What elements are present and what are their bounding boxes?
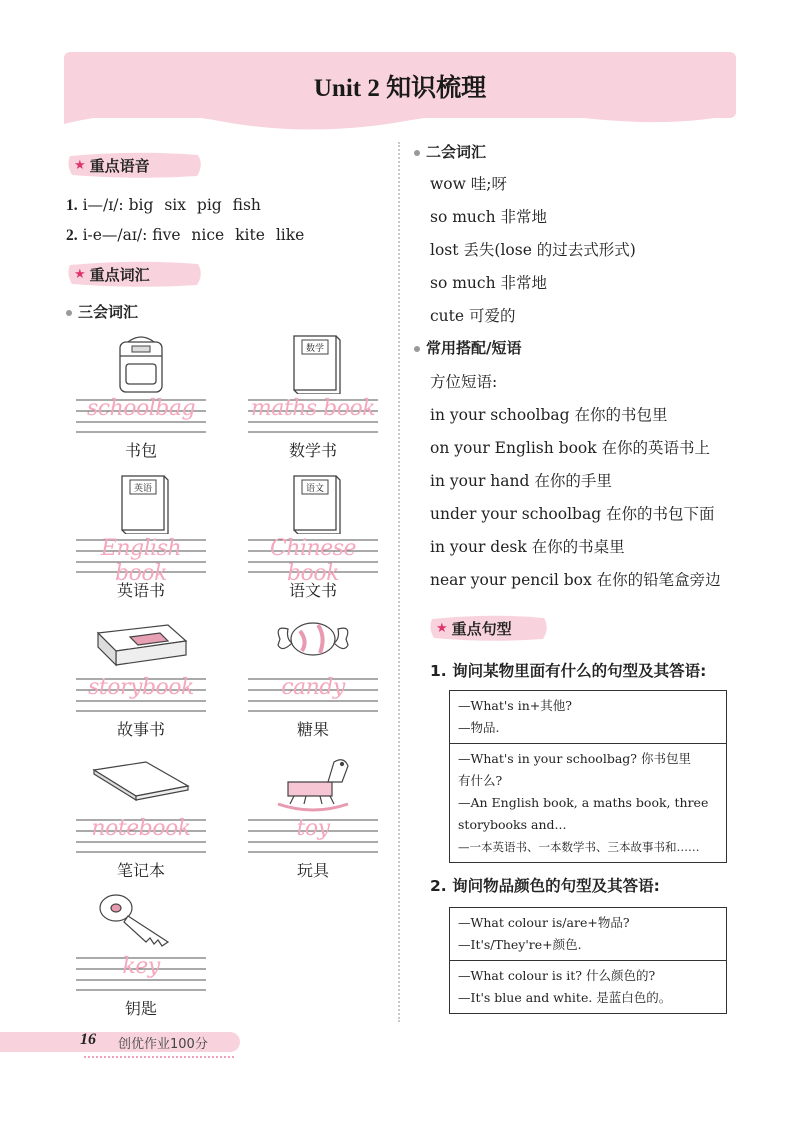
example-line: storybooks and... <box>458 817 567 832</box>
vocab-meaning: 数学书 <box>288 441 337 460</box>
bullet-icon <box>66 310 72 316</box>
phrase-item: near your pencil box 在你的铅笔盒旁边 <box>430 571 721 589</box>
pronunciation-rule-2: 2. i-e—/aɪ/: five nice kite like <box>66 226 305 244</box>
vocab-card-maths-book <box>248 332 378 462</box>
vocab-card-notebook <box>76 752 206 882</box>
phrase-item: in your hand 在你的手里 <box>430 472 612 490</box>
key-icon <box>76 890 206 952</box>
vocab-card-toy <box>248 752 378 882</box>
star-icon: ★ <box>74 266 86 282</box>
example-line: —What's in your schoolbag? 你书包里 <box>458 751 691 766</box>
pattern-line: —What colour is/are+物品? <box>458 915 630 930</box>
vocab-card-schoolbag <box>76 332 206 462</box>
vocab-meaning: 英语书 <box>116 581 165 600</box>
toy-icon <box>248 752 378 814</box>
svg-text:英语: 英语 <box>133 484 153 494</box>
trace-word: maths book <box>250 396 376 421</box>
trace-word: English book <box>100 536 182 586</box>
page-title: Unit 2 知识梳理 <box>313 75 487 102</box>
trace-word: candy <box>281 675 345 700</box>
trace-word: storybook <box>88 675 194 700</box>
footer-dots-decoration <box>84 1056 234 1058</box>
example-line: —What colour is it? 什么颜色的? <box>458 968 656 983</box>
question-1-box <box>449 690 727 863</box>
english-book-icon <box>76 472 206 534</box>
example-line: —It's blue and white. 是蓝白色的。 <box>458 990 672 1005</box>
example-line: —An English book, a maths book, three <box>458 795 709 810</box>
trace-word: schoolbag <box>86 396 196 421</box>
star-icon: ★ <box>436 620 448 636</box>
erhui-item: lost 丢失(lose 的过去式形式) <box>430 241 636 259</box>
pattern-line: —It's/They're+颜色. <box>458 937 582 952</box>
subheading-erhui: 二会词汇 <box>414 141 486 162</box>
chinese-book-icon <box>248 472 378 534</box>
question-2-box <box>449 907 727 1014</box>
trace-word: Chinese book <box>269 536 357 586</box>
phrase-item: on your English book 在你的英语书上 <box>430 439 711 457</box>
subheading-phrases: 常用搭配/短语 <box>414 337 521 358</box>
vocab-card-key <box>76 890 206 1020</box>
section-tag-pronunciation: ★ 重点语音 <box>66 150 206 180</box>
vocab-meaning: 故事书 <box>116 720 165 739</box>
svg-text:数学: 数学 <box>305 344 325 354</box>
notebook-icon <box>76 752 206 814</box>
star-icon: ★ <box>74 157 86 173</box>
vocab-card-candy <box>248 611 378 741</box>
trace-word: toy <box>296 816 330 841</box>
bullet-icon <box>414 150 420 156</box>
vocab-card-chinese-book <box>248 472 378 602</box>
example-line: 有什么? <box>458 773 503 788</box>
bullet-icon <box>414 346 420 352</box>
vocab-meaning: 笔记本 <box>116 861 165 880</box>
pattern-line: —What's in+其他? <box>458 698 572 713</box>
schoolbag-icon <box>76 332 206 394</box>
section-tag-sentences: ★ 重点句型 <box>428 613 552 643</box>
phrase-item: in your desk 在你的书桌里 <box>430 538 625 556</box>
vocab-meaning: 语文书 <box>288 581 337 600</box>
erhui-item: so much 非常地 <box>430 208 547 226</box>
column-divider <box>398 142 400 1022</box>
question-2-title: 2. 询问物品颜色的句型及其答语: <box>430 877 660 895</box>
trace-word: notebook <box>91 816 191 841</box>
phrase-item: under your schoolbag 在你的书包下面 <box>430 505 715 523</box>
section-tag-vocabulary: ★ 重点词汇 <box>66 259 206 289</box>
footer-book-title: 创优作业100分 <box>118 1037 208 1052</box>
vocab-meaning: 糖果 <box>296 720 329 739</box>
phrase-intro: 方位短语: <box>430 373 498 391</box>
vocab-meaning: 玩具 <box>296 861 329 880</box>
trace-word: key <box>122 954 160 979</box>
erhui-item: wow 哇;呀 <box>430 175 508 193</box>
banner-wave-decoration <box>64 100 736 140</box>
vocab-card-storybook <box>76 611 206 741</box>
vocab-meaning: 钥匙 <box>124 999 157 1018</box>
phrase-item: in your schoolbag 在你的书包里 <box>430 406 668 424</box>
candy-icon <box>248 611 378 673</box>
subheading-sanhui: 三会词汇 <box>66 301 138 322</box>
svg-text:语文: 语文 <box>305 484 325 494</box>
erhui-item: so much 非常地 <box>430 274 547 292</box>
question-1-title: 1. 询问某物里面有什么的句型及其答语: <box>430 662 707 680</box>
vocab-card-english-book <box>76 472 206 602</box>
page-number: 16 <box>80 1031 96 1048</box>
storybook-icon <box>76 611 206 673</box>
example-line: —一本英语书、一本数学书、三本故事书和…… <box>458 840 700 854</box>
maths-book-icon <box>248 332 378 394</box>
erhui-item: cute 可爱的 <box>430 307 516 325</box>
vocab-meaning: 书包 <box>124 441 157 460</box>
pattern-line: —物品. <box>458 720 500 735</box>
pronunciation-rule-1: 1. i—/ɪ/: big six pig fish <box>66 196 261 214</box>
